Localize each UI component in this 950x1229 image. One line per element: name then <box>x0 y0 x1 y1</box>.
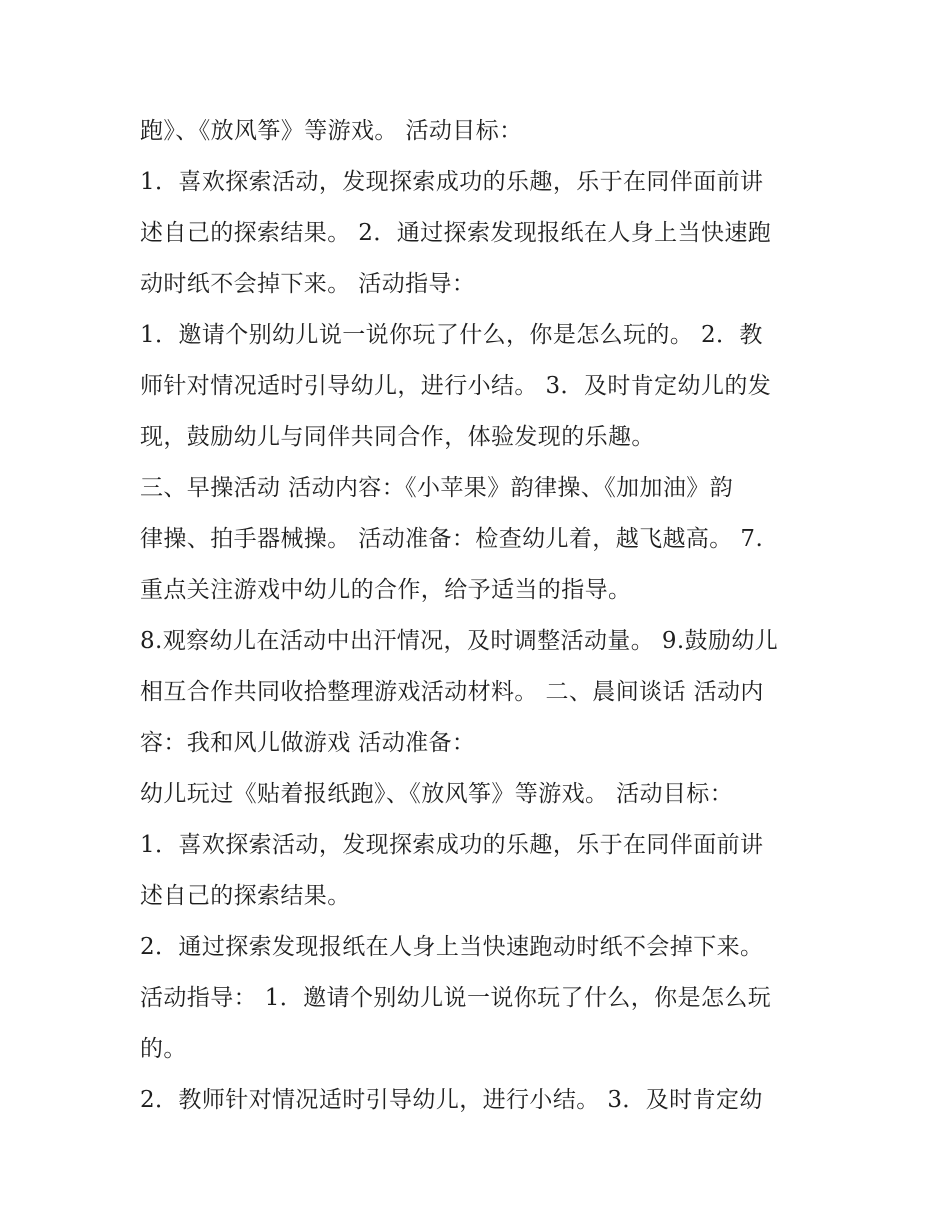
text-line: 跑》、《放风筝》等游戏。 活动目标： <box>140 118 523 144</box>
text-line: 1．喜欢探索活动，发现探索成功的乐趣，乐于在同伴面前讲 <box>140 169 764 195</box>
document-body <box>140 106 820 1126</box>
text-line: 重点关注游戏中幼儿的合作，给予适当的指导。 <box>140 577 632 603</box>
text-line: 容：我和风儿做游戏 活动准备： <box>140 730 476 756</box>
text-line: 相互合作共同收拾整理游戏活动材料。 二、晨间谈话 活动内 <box>140 679 764 705</box>
text-line: 述自己的探索结果。 2．通过探索发现报纸在人身上当快速跑 <box>140 220 772 246</box>
text-line: 述自己的探索结果。 <box>140 883 351 909</box>
text-line: 2．教师针对情况适时引导幼儿，进行小结。 3．及时肯定幼 <box>140 1087 763 1113</box>
text-line: 活动指导： 1．邀请个别幼儿说一说你玩了什么，你是怎么玩 <box>140 985 772 1011</box>
text-line: 1．邀请个别幼儿说一说你玩了什么，你是怎么玩的。 2．教 <box>140 322 763 348</box>
text-line: 幼儿玩过《贴着报纸跑》、《放风筝》等游戏。 活动目标： <box>140 781 734 807</box>
text-line: 现，鼓励幼儿与同伴共同合作，体验发现的乐趣。 <box>140 424 655 450</box>
text-line: 1．喜欢探索活动，发现探索成功的乐趣，乐于在同伴面前讲 <box>140 832 764 858</box>
text-line: 2．通过探索发现报纸在人身上当快速跑动时纸不会掉下来。 <box>140 934 764 960</box>
text-line: 三、早操活动 活动内容：《小苹果》韵律操、《加加油》韵 <box>140 475 734 501</box>
text-line: 师针对情况适时引导幼儿，进行小结。 3．及时肯定幼儿的发 <box>140 373 772 399</box>
text-line: 8.观察幼儿在活动中出汗情况，及时调整活动量。 9.鼓励幼儿 <box>140 628 779 654</box>
text-line: 动时纸不会掉下来。 活动指导： <box>140 271 476 297</box>
text-line: 律操、拍手器械操。 活动准备：检查幼儿着，越飞越高。 7. <box>140 526 764 552</box>
text-line: 的。 <box>140 1036 187 1062</box>
